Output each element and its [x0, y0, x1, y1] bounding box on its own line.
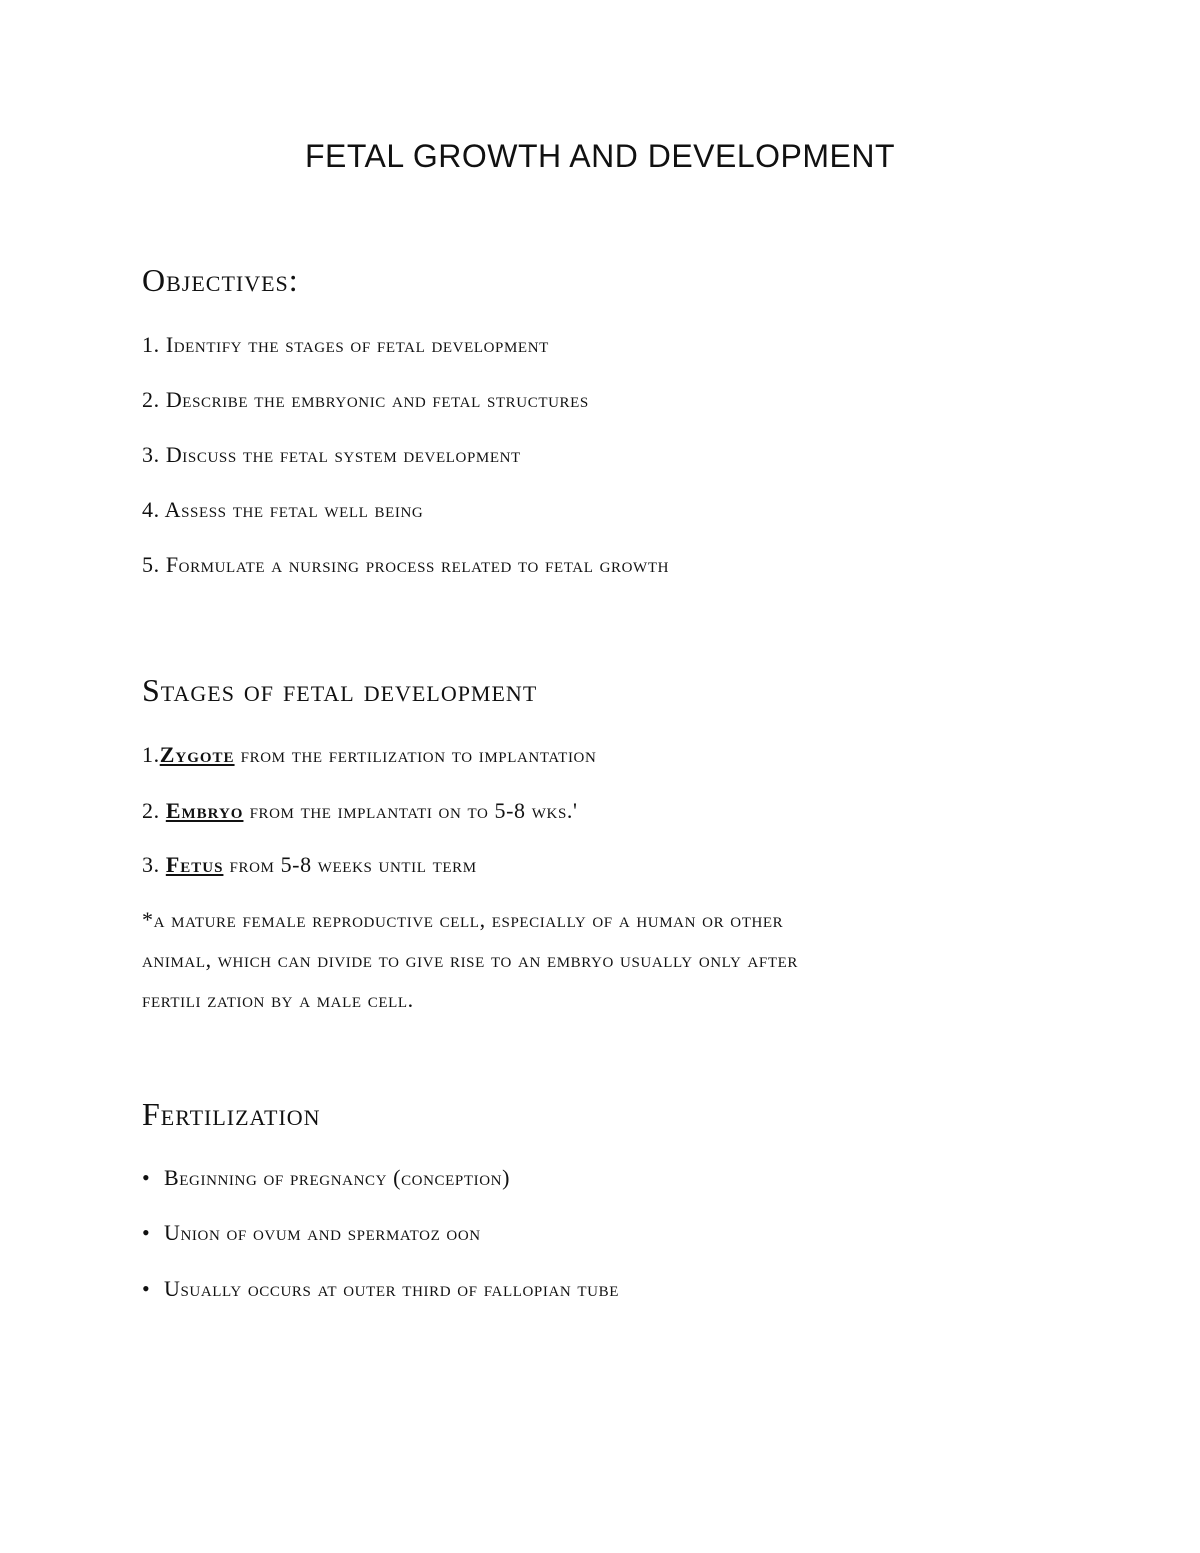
- fertilization-text: Union of ovum and spermatoz oon: [164, 1220, 481, 1245]
- stages-heading: Stages of fetal development: [142, 672, 538, 708]
- stage-note-line: *a mature female reproductive cell, especially of a human or other: [142, 907, 784, 932]
- stage-item: [142, 852, 477, 878]
- objective-number: 1.: [142, 332, 160, 357]
- stage-item: [142, 798, 578, 824]
- stage-item: [142, 742, 596, 768]
- objective-text: Describe the embryonic and fetal structures: [165, 387, 589, 412]
- fertilization-text: Beginning of pregnancy (conception): [164, 1165, 510, 1190]
- document-title: FETAL GROWTH AND DEVELOPMENT: [304, 138, 896, 174]
- objective-number: 5.: [142, 552, 160, 577]
- stage-number: 1.: [142, 742, 160, 767]
- objective-text: Discuss the fetal system development: [165, 442, 521, 467]
- fertilization-item: [142, 1165, 510, 1191]
- objective-number: 2.: [142, 387, 160, 412]
- objective-item: [142, 387, 589, 413]
- stage-text: from 5-8 weeks until term: [229, 852, 477, 877]
- objective-item: [142, 442, 521, 468]
- bullet-icon: •: [142, 1220, 151, 1245]
- stage-term: Zygote: [159, 742, 235, 767]
- stage-term: Embryo: [165, 798, 244, 823]
- objective-item: [142, 497, 423, 523]
- fertilization-heading: Fertilization: [142, 1096, 321, 1132]
- stage-text: from the implantati on to 5-8 wks.': [249, 798, 578, 823]
- objective-text: Assess the fetal well being: [164, 497, 424, 522]
- objective-number: 3.: [142, 442, 160, 467]
- objective-text: Formulate a nursing process related to fetal growth: [165, 552, 670, 577]
- stage-note-line: animal, which can divide to give rise to an embryo usually only after: [142, 947, 798, 972]
- stage-text: from the fertilization to implantation: [240, 742, 597, 767]
- stage-note-line: fertili zation by a male cell.: [142, 987, 414, 1012]
- stage-number: 2.: [142, 798, 160, 823]
- stage-term: Fetus: [165, 852, 224, 877]
- fertilization-text: Usually occurs at outer third of fallopian tube: [164, 1276, 619, 1301]
- objective-text: Identify the stages of fetal development: [165, 332, 549, 357]
- objective-item: [142, 552, 669, 578]
- bullet-icon: •: [142, 1276, 151, 1301]
- stage-number: 3.: [142, 852, 160, 877]
- fertilization-item: [142, 1276, 619, 1302]
- objective-number: 4.: [142, 497, 160, 522]
- fertilization-item: [142, 1220, 481, 1246]
- bullet-icon: •: [142, 1165, 151, 1190]
- objectives-heading: Objectives:: [142, 262, 299, 298]
- objective-item: [142, 332, 549, 358]
